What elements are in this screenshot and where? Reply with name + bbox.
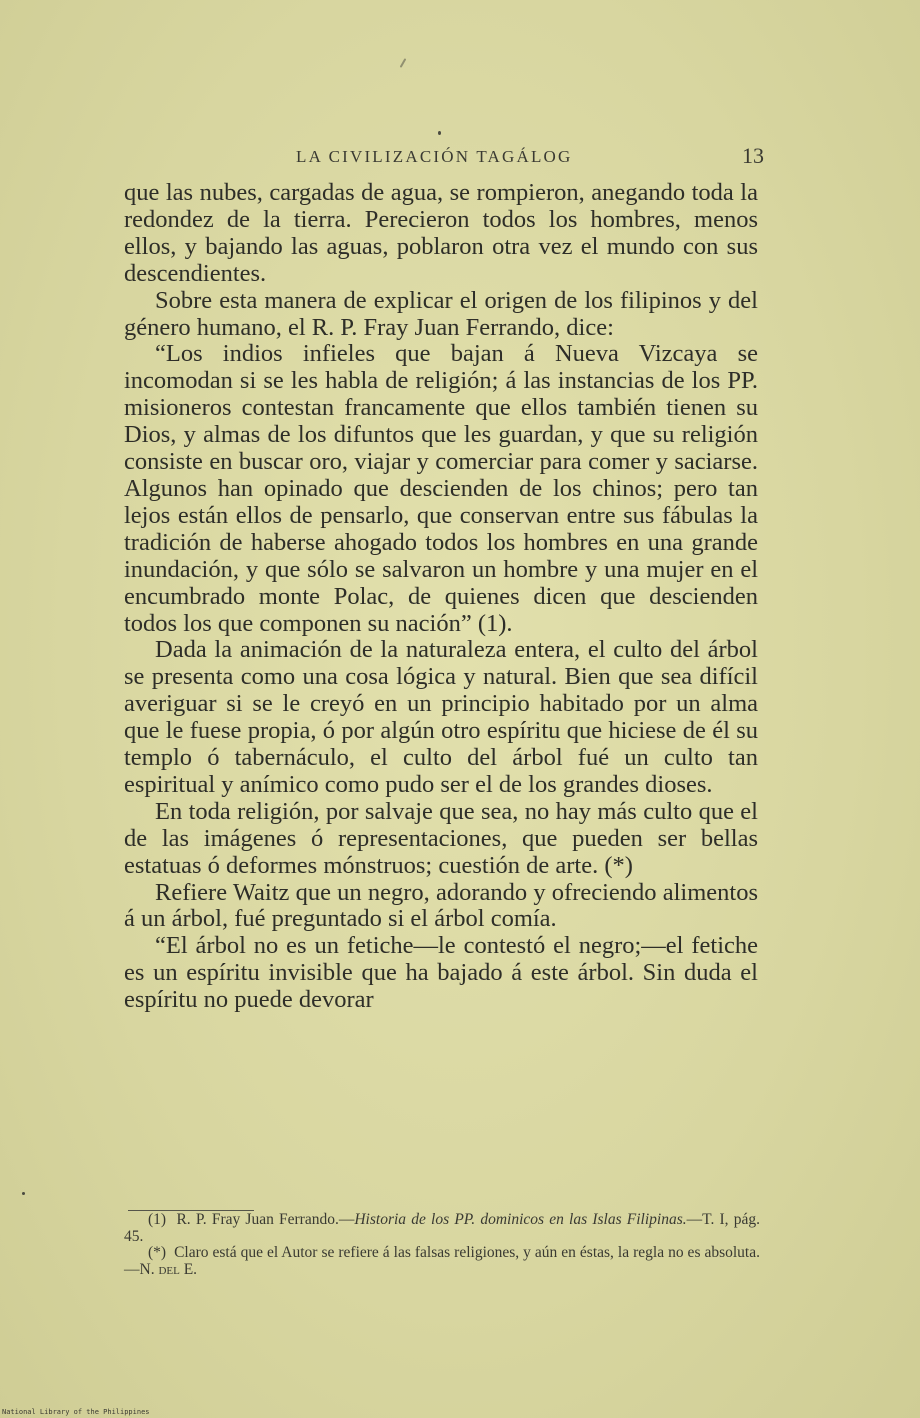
paragraph: que las nubes, cargadas de agua, se rompieron, anegando toda la redondez de la tierra. Perecieron todos los hombres, menos ellos, y bajando las aguas, poblaron otra vez el mundo con sus descendientes.	[124, 179, 758, 287]
page-header	[124, 143, 764, 173]
paragraph: En toda religión, por salvaje que sea, no hay más culto que el de las imágenes ó representaciones, que pueden ser bellas estatuas ó deformes mónstruos; cuestión de arte. (*)	[124, 797, 758, 879]
ink-speck	[400, 58, 407, 68]
page-number: 13	[742, 143, 764, 168]
library-watermark: National Library of the Philippines	[2, 1408, 150, 1416]
footnote-author: R. P. Fray Juan Ferrando.—	[176, 1211, 355, 1228]
footnote-end: E.	[179, 1260, 198, 1278]
paragraph: “El árbol no es un fetiche—le contestó el negro;—el fetiche es un espíritu invisible que ha bajado á este árbol. Sin duda el espíritu no puede devorar	[124, 932, 758, 1014]
footnote-reference: —T. I, pág. 45.	[124, 1211, 760, 1245]
footnote-mark: (1)	[148, 1211, 167, 1228]
paragraph: Sobre esta manera de explicar el origen de los filipinos y del género humano, el R. P. Fray Juan Ferrando, dice:	[124, 286, 758, 341]
footnote-signature: del	[158, 1260, 180, 1278]
footnote-text: Claro está que el Autor se refiere á las falsas religiones, y aún en éstas, la regla no es absoluta.—N.	[124, 1244, 760, 1278]
body-text	[124, 180, 758, 1014]
footnote-title: Historia de los PP. dominicos en las Islas Filipinas.	[354, 1211, 687, 1228]
running-title: LA CIVILIZACIÓN TAGÁLOG	[296, 147, 573, 166]
paragraph: “Los indios infieles que bajan á Nueva Vizcaya se incomodan si se les habla de religión; á las instancias de los PP. misioneros contestan francamente que ellos también tienen su Dios, y almas de los difuntos que les guardan, y que su religión consiste en buscar oro, viajar y comerciar para comer y saciarse. Algunos han opinado que descienden de los chinos; pero tan lejos están ellos de pensarlo, que conservan entre sus fábulas la tradición de haberse ahogado todos los hombres en una grande inundación, y que sólo se salvaron un hombre y una mujer en el encumbrado monte Polac, de quienes dicen que descienden todos los que componen su nación” (1).	[124, 340, 758, 637]
footnotes	[124, 1212, 760, 1278]
paragraph: Refiere Waitz que un negro, adorando y ofreciendo alimentos á un árbol, fué preguntado si el árbol comía.	[124, 878, 758, 933]
footnote-mark: (*)	[148, 1244, 167, 1261]
footnote-2	[124, 1245, 760, 1278]
paragraph: Dada la animación de la naturaleza entera, el culto del árbol se presenta como una cosa lógica y natural. Bien que sea difícil averiguar si se le creyó en un principio habitado por un alma que le fuese propia, ó por algún otro espíritu que hiciese de él su templo ó tabernáculo, el culto del árbol fué un culto tan espiritual y anímico como pudo ser el de los grandes dioses.	[124, 636, 758, 798]
footnote-1	[124, 1212, 760, 1245]
ink-speck	[438, 131, 441, 135]
ink-speck	[22, 1192, 25, 1195]
